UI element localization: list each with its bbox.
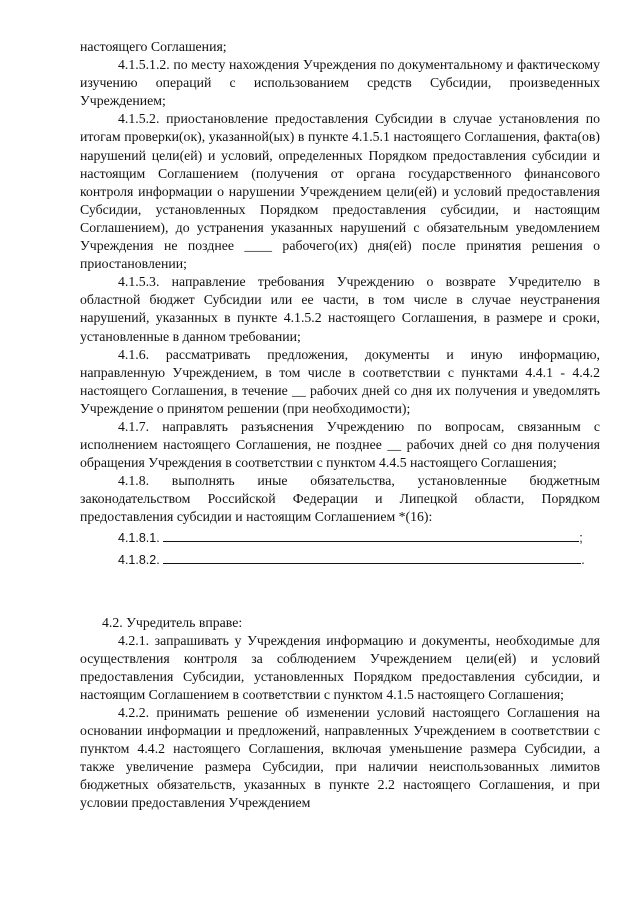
item-end: ; xyxy=(579,530,583,545)
spacer xyxy=(80,571,600,614)
paragraph: 4.1.6. рассматривать предложения, документы и иную информацию, направленную Учреждением, в том числе в соответствии с пунктами 4.4.1 - 4.4.2 настоящего Соглашения, в течение __ рабочих дней со дня их получения и уведомлять Учреждение о принятом решении (при необходимости); xyxy=(80,346,600,416)
paragraph: 4.2. Учредитель вправе: xyxy=(102,614,243,630)
paragraph: 4.1.5.1.2. по месту нахождения Учреждения по документальному и фактическому изучению операций с использованием средств Субсидии, произведенных Учреждением; xyxy=(80,57,600,109)
blank-line xyxy=(163,528,579,542)
document-page xyxy=(80,38,600,813)
blank-item-1 xyxy=(80,527,600,549)
item-number: 4.1.8.1. xyxy=(118,530,160,545)
blank-line xyxy=(163,550,581,564)
paragraph: 4.2.2. принимать решение об изменении условий настоящего Соглашения на основании информации и предложений, направленных Учреждением в соответствии с пунктом 4.4.2 настоящего Соглашения, включая уменьшение размера Субсидии, а также увеличение размера Субсидии, при наличии неиспользованных лимитов бюджетных обязательств, указанных в пункте 2.2 настоящего Соглашения, и при условии предоставления Учреждением xyxy=(80,705,600,811)
paragraph: 4.2.1. запрашивать у Учреждения информацию и документы, необходимые для осуществления контроля за соблюдением Учреждением цели(ей) и условий предоставления Субсидии, установленных Порядком предоставления субсидии, и настоящим Соглашением в соответствии с пунктом 4.1.5 настоящего Соглашения; xyxy=(80,632,600,702)
paragraph: 4.1.8. выполнять иные обязательства, установленные бюджетным законодательством Российской Федерации и Липецкой области, Порядком предоставления субсидии и настоящим Соглашением *(16): xyxy=(80,473,600,525)
paragraph: 4.1.5.2. приостановление предоставления Субсидии в случае установления по итогам проверки(ок), указанной(ых) в пункте 4.1.5.1 настоящего Соглашения, факта(ов) нарушений цели(ей) и условий, определенных Порядком предоставления субсидии и настоящим Соглашением (получения от органа государственного финансового контроля информации о нарушении Учреждением цели(ей) и условий предоставления Субсидии, установленных Порядком предоставления субсидии, и настоящим Соглашением), до устранения указанных нарушений с обязательным уведомлением Учреждения не позднее ____ рабочего(их) дня(ей) после принятия решения о приостановлении; xyxy=(80,111,600,272)
item-number: 4.1.8.2. xyxy=(118,552,160,567)
paragraph: настоящего Соглашения; xyxy=(80,39,227,54)
item-end: . xyxy=(581,552,585,567)
paragraph: 4.1.7. направлять разъяснения Учреждению по вопросам, связанным с исполнением настоящего Соглашения, не позднее __ рабочих дней со дня получения обращения Учреждения в соответствии с пунктом 4.4.5 настоящего Соглашения; xyxy=(80,418,600,471)
blank-item-2 xyxy=(80,549,600,571)
paragraph: 4.1.5.3. направление требования Учреждению о возврате Учредителю в областной бюджет Субсидии или ее части, в том числе в случае неустранения нарушений, указанных в пункте 4.1.5.2 настоящего Соглашения, в размере и сроки, установленные в данном требовании; xyxy=(80,274,600,344)
